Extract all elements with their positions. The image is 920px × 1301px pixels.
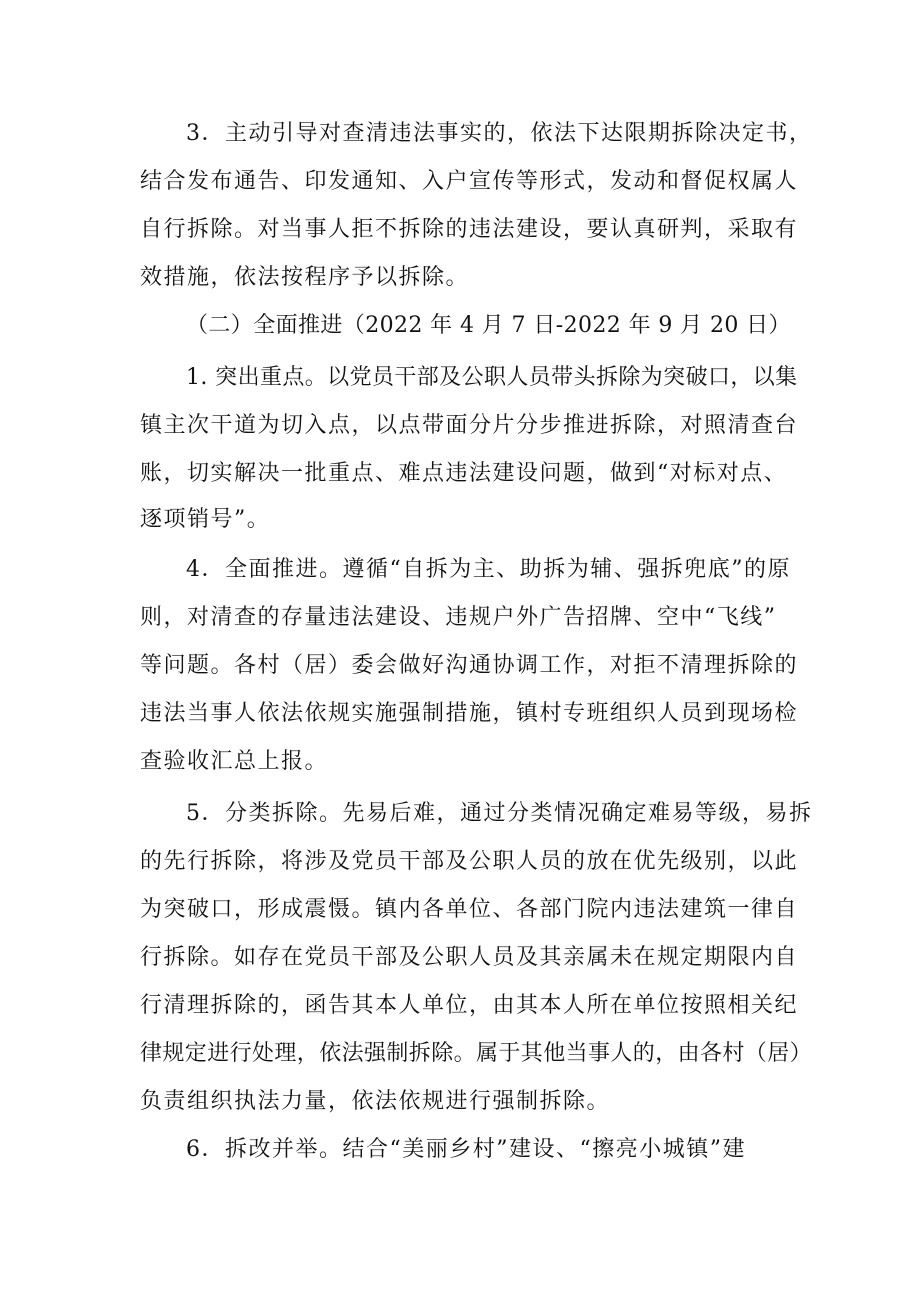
text-line: 5．分类拆除。先易后难，通过分类情况确定难易等级，易拆: [186, 801, 813, 826]
text-line: 结合发布通告、印发通知、入户宣传等形式，发动和督促权属人: [140, 169, 799, 194]
text-line: 的先行拆除，将涉及党员干部及公职人员的放在优先级别，以此: [140, 849, 799, 874]
text-line: 查验收汇总上报。: [140, 749, 329, 774]
text-line: 1. 突出重点。以党员干部及公职人员带头拆除为突破口，以集: [186, 365, 798, 390]
text-line: 律规定进行处理，依法强制拆除。属于其他当事人的，由各村（居）: [140, 1041, 813, 1066]
text-line: 行拆除。如存在党员干部及公职人员及其亲属未在规定期限内自: [140, 945, 799, 970]
text-line: 账，切实解决一批重点、难点违法建设问题，做到“对标对点、: [140, 461, 788, 486]
text-line: 行清理拆除的，函告其本人单位，由其本人所在单位按照相关纪: [140, 993, 799, 1018]
text-line: 自行拆除。对当事人拒不拆除的违法建设，要认真研判，采取有: [140, 217, 799, 242]
text-line: 违法当事人依法依规实施强制措施，镇村专班组织人员到现场检: [140, 701, 799, 726]
text-line: 等问题。各村（居）委会做好沟通协调工作，对拒不清理拆除的: [140, 653, 799, 678]
text-line: 6．拆改并举。结合“美丽乡村”建设、“擦亮小城镇”建: [186, 1137, 746, 1162]
text-line: 为突破口，形成震慑。镇内各单位、各部门院内违法建筑一律自: [140, 897, 799, 922]
text-line: 4．全面推进。遵循“自拆为主、助拆为辅、强拆兜底”的原: [186, 557, 791, 582]
text-line: 负责组织执法力量，依法依规进行强制拆除。: [140, 1089, 611, 1114]
text-line: 镇主次干道为切入点，以点带面分片分步推进拆除，对照清查台: [140, 413, 799, 438]
text-line: 则，对清查的存量违法建设、违规户外广告招牌、空中“飞线”: [140, 605, 777, 630]
text-line: 效措施，依法按程序予以拆除。: [140, 265, 470, 290]
heading-text: （二）全面推进（2022 年 4 月 7 日-2022 年 9 月 20 日）: [186, 313, 791, 338]
text-line: 逐项销号”。: [140, 507, 271, 532]
text-line: 3．主动引导对查清违法事实的，依法下达限期拆除决定书，: [186, 121, 813, 146]
